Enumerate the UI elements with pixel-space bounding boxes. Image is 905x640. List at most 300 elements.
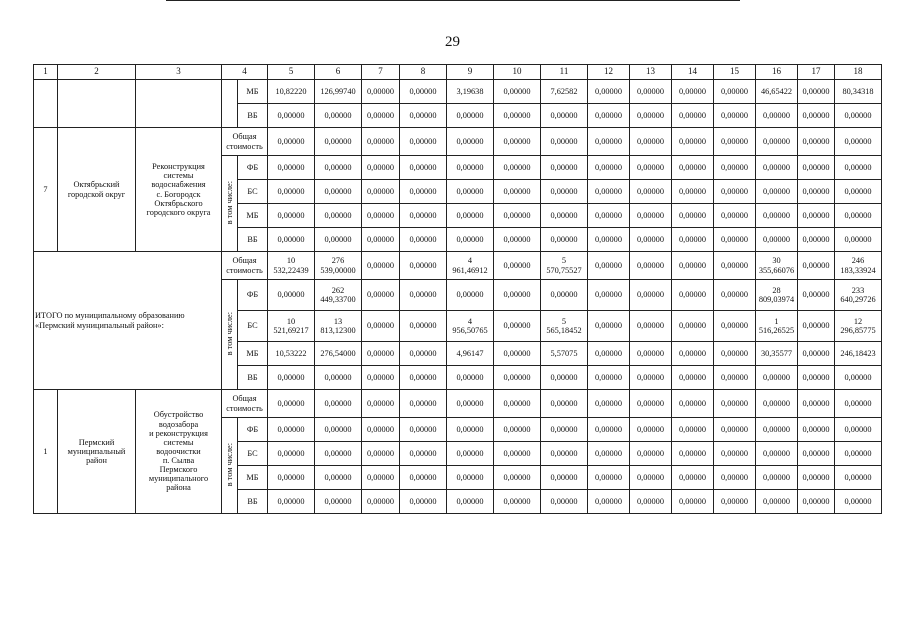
page-number: 29	[445, 34, 460, 50]
municipality-name-line: район	[86, 456, 107, 466]
project-name-line: Октябрьского	[154, 198, 203, 208]
project-name-line: водоочистки	[156, 446, 201, 456]
value-cell: 0,00000	[400, 80, 447, 104]
including-label-cell	[222, 280, 238, 390]
value-cell: 0,00000	[362, 180, 400, 204]
total-cost-label-line: стоимость	[226, 141, 263, 151]
value-cell	[835, 311, 882, 342]
value-cell: 0,00000	[714, 156, 756, 180]
value-cell	[588, 342, 630, 366]
value-cell: 0,00000	[756, 466, 798, 490]
value-cell: 0,00000	[714, 466, 756, 490]
value-cell-line: 0,00000	[503, 321, 531, 331]
total-label-line: ИТОГО по муниципальному образованию	[35, 311, 185, 321]
value-cell: 0,00000	[315, 490, 362, 514]
value-cell: 0,00000	[400, 390, 447, 418]
project-name-line: системы	[163, 171, 194, 181]
value-cell: 0,00000	[630, 466, 672, 490]
value-cell: 0,00000	[835, 128, 882, 156]
funding-type-cell: БС	[238, 180, 268, 204]
value-cell-line: 0,00000	[679, 321, 706, 331]
total-cost-label	[222, 128, 268, 156]
value-cell-line: 10	[286, 256, 296, 266]
value-cell: 0,00000	[672, 418, 714, 442]
value-cell: 0,00000	[714, 128, 756, 156]
value-cell: 0,00000	[362, 442, 400, 466]
funding-type-cell: ВБ	[238, 104, 268, 128]
value-cell: 0,00000	[541, 442, 588, 466]
value-cell: 0,00000	[447, 204, 494, 228]
value-cell: 0,00000	[588, 80, 630, 104]
value-cell	[447, 311, 494, 342]
value-cell	[494, 280, 541, 311]
column-header: 7	[362, 65, 400, 80]
municipality-name-line: муниципальный	[67, 446, 126, 456]
value-cell	[672, 252, 714, 280]
value-cell: 0,00000	[400, 156, 447, 180]
column-header: 1	[34, 65, 58, 80]
table-row	[34, 80, 882, 104]
value-cell	[362, 366, 400, 390]
value-cell: 0,00000	[541, 104, 588, 128]
value-cell-line: 276,54000	[320, 348, 356, 358]
value-cell	[362, 280, 400, 311]
value-cell: 0,00000	[447, 466, 494, 490]
value-cell: 0,00000	[541, 490, 588, 514]
value-cell: 126,99740	[315, 80, 362, 104]
value-cell-line: 0,00000	[595, 348, 622, 358]
value-cell: 0,00000	[447, 390, 494, 418]
project-name-line: района	[166, 483, 191, 493]
value-cell-line: 0,00000	[637, 290, 664, 300]
value-cell	[835, 342, 882, 366]
value-cell-line: 956,50765	[452, 326, 488, 335]
value-cell: 0,00000	[835, 180, 882, 204]
value-cell	[447, 252, 494, 280]
value-cell: 0,00000	[630, 80, 672, 104]
value-cell: 0,00000	[362, 418, 400, 442]
value-cell-line: 539,00000	[320, 265, 356, 275]
value-cell: 0,00000	[362, 204, 400, 228]
column-header: 3	[136, 65, 222, 80]
value-cell: 0,00000	[588, 128, 630, 156]
value-cell	[835, 280, 882, 311]
blank-cell	[222, 80, 238, 128]
total-cost-label-line: Общая	[232, 394, 257, 404]
value-cell-line: 28	[772, 285, 781, 295]
value-cell: 10,82220	[268, 80, 315, 104]
value-cell: 0,00000	[756, 228, 798, 252]
value-cell	[588, 366, 630, 390]
value-cell: 0,00000	[362, 228, 400, 252]
value-cell: 0,00000	[362, 466, 400, 490]
value-cell: 0,00000	[447, 128, 494, 156]
value-cell	[494, 366, 541, 390]
including-label: в том числе:	[224, 442, 234, 487]
value-cell: 0,00000	[588, 442, 630, 466]
value-cell: 0,00000	[798, 442, 835, 466]
value-cell: 0,00000	[672, 228, 714, 252]
value-cell: 0,00000	[756, 156, 798, 180]
value-cell: 0,00000	[541, 180, 588, 204]
value-cell-line: 0,00000	[409, 372, 437, 382]
value-cell: 0,00000	[714, 180, 756, 204]
value-cell-line: 813,12300	[320, 326, 356, 335]
value-cell	[315, 280, 362, 311]
value-cell: 7,62582	[541, 80, 588, 104]
value-cell: 0,00000	[714, 80, 756, 104]
value-cell	[714, 342, 756, 366]
value-cell	[630, 280, 672, 311]
municipality-name-line: городской округ	[67, 189, 126, 199]
value-cell: 0,00000	[588, 466, 630, 490]
value-cell: 0,00000	[494, 418, 541, 442]
value-cell: 0,00000	[835, 104, 882, 128]
value-cell-line: 0,00000	[409, 348, 437, 358]
value-cell: 0,00000	[798, 490, 835, 514]
value-cell: 0,00000	[400, 128, 447, 156]
value-cell-line: 570,75527	[546, 265, 582, 275]
value-cell: 0,00000	[447, 156, 494, 180]
value-cell-line: 0,00000	[277, 290, 305, 300]
value-cell-line: 0,00000	[367, 372, 394, 382]
value-cell: 0,00000	[315, 128, 362, 156]
value-cell-line: 0,00000	[721, 290, 748, 300]
value-cell: 0,00000	[835, 442, 882, 466]
value-cell: 0,00000	[672, 442, 714, 466]
value-cell: 0,00000	[447, 180, 494, 204]
funding-type-cell: МБ	[238, 342, 268, 366]
value-cell: 0,00000	[672, 390, 714, 418]
value-cell: 0,00000	[268, 228, 315, 252]
value-cell: 0,00000	[268, 466, 315, 490]
municipality-name	[58, 128, 136, 252]
value-cell: 0,00000	[714, 204, 756, 228]
value-cell	[798, 252, 835, 280]
value-cell: 0,00000	[756, 104, 798, 128]
value-cell: 0,00000	[835, 466, 882, 490]
value-cell	[315, 252, 362, 280]
value-cell: 0,00000	[268, 180, 315, 204]
value-cell: 0,00000	[494, 128, 541, 156]
value-cell	[268, 342, 315, 366]
value-cell	[268, 311, 315, 342]
value-cell-line: 0,00000	[844, 372, 872, 382]
value-cell-line: 0,00000	[503, 372, 531, 382]
value-cell-line: 13	[333, 316, 343, 326]
value-cell-line: 0,00000	[802, 348, 830, 358]
value-cell: 0,00000	[835, 390, 882, 418]
value-cell: 0,00000	[588, 418, 630, 442]
value-cell-line: 10	[286, 316, 296, 326]
value-cell: 0,00000	[630, 204, 672, 228]
value-cell: 0,00000	[672, 104, 714, 128]
project-name-line: водоснабжения	[151, 180, 206, 190]
value-cell	[362, 311, 400, 342]
value-cell: 0,00000	[315, 390, 362, 418]
funding-type-cell: МБ	[238, 80, 268, 104]
header-row	[34, 65, 882, 80]
blank-cell	[34, 80, 58, 128]
value-cell: 0,00000	[672, 204, 714, 228]
value-cell: 0,00000	[835, 204, 882, 228]
total-cost-label	[222, 390, 268, 418]
value-cell: 0,00000	[672, 466, 714, 490]
value-cell-line: 296,85775	[840, 326, 876, 335]
value-cell: 0,00000	[268, 104, 315, 128]
value-cell: 0,00000	[400, 418, 447, 442]
table-row	[34, 128, 882, 156]
value-cell-line: 0,00000	[802, 290, 830, 300]
value-cell-line: 0,00000	[679, 372, 706, 382]
including-label: в том числе:	[224, 311, 234, 356]
value-cell	[541, 252, 588, 280]
value-cell-line: 0,00000	[595, 260, 622, 270]
value-cell-line: 0,00000	[721, 348, 748, 358]
value-cell	[362, 342, 400, 366]
value-cell	[447, 280, 494, 311]
value-cell-line: 0,00000	[409, 290, 437, 300]
value-cell: 0,00000	[268, 156, 315, 180]
value-cell	[630, 342, 672, 366]
value-cell	[630, 252, 672, 280]
value-cell: 0,00000	[315, 156, 362, 180]
funding-type-cell: ВБ	[238, 490, 268, 514]
row-number: 7	[34, 128, 58, 252]
value-cell	[714, 280, 756, 311]
value-cell-line: 0,00000	[409, 260, 437, 270]
value-cell: 0,00000	[362, 490, 400, 514]
value-cell: 0,00000	[630, 104, 672, 128]
value-cell	[798, 280, 835, 311]
value-cell-line: 0,00000	[802, 372, 830, 382]
column-header: 11	[541, 65, 588, 80]
value-cell	[541, 366, 588, 390]
value-cell: 0,00000	[630, 228, 672, 252]
value-cell: 0,00000	[315, 204, 362, 228]
value-cell	[315, 311, 362, 342]
top-border-line	[166, 0, 740, 1]
value-cell	[447, 342, 494, 366]
value-cell	[835, 366, 882, 390]
value-cell-line: 5	[561, 316, 567, 326]
total-label	[34, 252, 222, 390]
value-cell-line: 0,00000	[277, 372, 305, 382]
value-cell: 0,00000	[447, 418, 494, 442]
value-cell: 0,00000	[588, 390, 630, 418]
value-cell	[268, 280, 315, 311]
value-cell: 0,00000	[494, 156, 541, 180]
value-cell: 0,00000	[541, 228, 588, 252]
value-cell-line: 233	[851, 285, 865, 295]
total-cost-label	[222, 252, 268, 280]
value-cell: 0,00000	[756, 418, 798, 442]
project-name-line: и реконструкция	[149, 428, 208, 438]
value-cell-line: 0,00000	[367, 260, 394, 270]
value-cell: 0,00000	[714, 490, 756, 514]
value-cell-line: 30,35577	[760, 348, 793, 358]
value-cell: 0,00000	[400, 466, 447, 490]
value-cell	[400, 311, 447, 342]
value-cell-line: 276	[331, 256, 345, 266]
value-cell	[798, 311, 835, 342]
value-cell-line: 0,00000	[595, 290, 622, 300]
value-cell: 0,00000	[672, 156, 714, 180]
value-cell-line: 0,00000	[721, 321, 748, 331]
value-cell-line: 516,26525	[758, 326, 795, 335]
value-cell: 0,00000	[630, 442, 672, 466]
value-cell	[835, 252, 882, 280]
value-cell	[672, 311, 714, 342]
value-cell: 0,00000	[268, 128, 315, 156]
value-cell: 0,00000	[362, 80, 400, 104]
including-label-cell	[222, 156, 238, 252]
value-cell-line: 0,00000	[637, 348, 664, 358]
value-cell-line: 809,03974	[758, 295, 795, 304]
value-cell	[315, 366, 362, 390]
table-row	[34, 390, 882, 418]
table-row	[34, 252, 882, 280]
value-cell-line: 0,00000	[456, 290, 484, 300]
value-cell: 46,65422	[756, 80, 798, 104]
value-cell: 0,00000	[630, 180, 672, 204]
value-cell-line: 0,00000	[550, 372, 578, 382]
column-header: 6	[315, 65, 362, 80]
value-cell-line: 0,00000	[367, 321, 394, 331]
column-header: 8	[400, 65, 447, 80]
value-cell: 0,00000	[494, 104, 541, 128]
value-cell-line: 0,00000	[503, 290, 531, 300]
project-name-line: Обустройство	[153, 410, 204, 420]
value-cell-line: 0,00000	[802, 321, 830, 331]
value-cell-line: 30	[772, 256, 781, 266]
value-cell: 0,00000	[268, 442, 315, 466]
project-name	[136, 128, 222, 252]
value-cell: 0,00000	[756, 204, 798, 228]
value-cell: 0,00000	[714, 104, 756, 128]
column-header: 16	[756, 65, 798, 80]
value-cell-line: 1	[774, 316, 779, 326]
value-cell: 0,00000	[714, 418, 756, 442]
value-cell: 0,00000	[588, 156, 630, 180]
value-cell-line: 640,29726	[840, 295, 876, 304]
value-cell	[315, 342, 362, 366]
column-header: 9	[447, 65, 494, 80]
value-cell: 0,00000	[798, 228, 835, 252]
value-cell	[630, 366, 672, 390]
value-cell	[756, 252, 798, 280]
value-cell	[541, 311, 588, 342]
value-cell-line: 0,00000	[456, 372, 484, 382]
value-cell: 0,00000	[672, 80, 714, 104]
value-cell: 0,00000	[835, 418, 882, 442]
value-cell	[798, 366, 835, 390]
value-cell	[756, 280, 798, 311]
value-cell: 0,00000	[541, 204, 588, 228]
value-cell: 0,00000	[588, 490, 630, 514]
value-cell	[400, 252, 447, 280]
value-cell: 0,00000	[714, 390, 756, 418]
value-cell	[756, 366, 798, 390]
value-cell: 0,00000	[400, 204, 447, 228]
value-cell: 0,00000	[362, 128, 400, 156]
value-cell: 0,00000	[494, 228, 541, 252]
value-cell: 0,00000	[798, 418, 835, 442]
value-cell: 0,00000	[672, 128, 714, 156]
value-cell: 0,00000	[315, 418, 362, 442]
project-name-line: с. Богородск	[156, 189, 201, 199]
total-cost-label-line: стоимость	[226, 403, 263, 413]
value-cell-line: 246,18423	[840, 348, 876, 358]
value-cell: 0,00000	[798, 204, 835, 228]
value-cell	[756, 311, 798, 342]
value-cell-line: 10,53222	[275, 348, 307, 358]
total-label-line: «Пермский муниципальный район»:	[35, 320, 164, 330]
budget-table	[33, 64, 882, 514]
column-header: 4	[222, 65, 268, 80]
value-cell-line: 0,00000	[595, 321, 622, 331]
row-number: 1	[34, 390, 58, 514]
value-cell	[588, 311, 630, 342]
value-cell: 0,00000	[362, 104, 400, 128]
value-cell-line: 0,00000	[550, 290, 578, 300]
value-cell-line: 0,00000	[367, 348, 394, 358]
value-cell-line: 0,00000	[763, 372, 790, 382]
project-name-line: Реконструкция	[152, 162, 205, 172]
value-cell: 3,19638	[447, 80, 494, 104]
value-cell	[714, 366, 756, 390]
value-cell-line: 4,96147	[456, 348, 484, 358]
value-cell-line: 4	[467, 256, 473, 266]
value-cell: 0,00000	[494, 466, 541, 490]
value-cell-line: 4	[467, 316, 473, 326]
value-cell: 0,00000	[798, 180, 835, 204]
value-cell: 0,00000	[588, 104, 630, 128]
value-cell-line: 449,33700	[320, 295, 356, 304]
value-cell-line: 0,00000	[503, 348, 531, 358]
value-cell: 0,00000	[362, 156, 400, 180]
value-cell: 0,00000	[541, 418, 588, 442]
column-header: 18	[835, 65, 882, 80]
value-cell	[672, 342, 714, 366]
project-name-line: п. Сылва	[162, 456, 195, 466]
value-cell: 0,00000	[541, 128, 588, 156]
value-cell: 0,00000	[835, 228, 882, 252]
value-cell: 0,00000	[315, 442, 362, 466]
value-cell: 0,00000	[494, 204, 541, 228]
value-cell: 0,00000	[835, 156, 882, 180]
value-cell: 0,00000	[315, 228, 362, 252]
project-name-line: водозабора	[158, 419, 199, 429]
total-cost-label-line: стоимость	[226, 265, 263, 275]
value-cell	[672, 366, 714, 390]
value-cell: 0,00000	[400, 490, 447, 514]
value-cell: 0,00000	[588, 204, 630, 228]
value-cell-line: 5,57075	[550, 348, 578, 358]
value-cell: 0,00000	[447, 104, 494, 128]
project-name-line: муниципального	[148, 474, 209, 484]
value-cell: 0,00000	[541, 466, 588, 490]
value-cell: 0,00000	[400, 228, 447, 252]
value-cell	[756, 342, 798, 366]
value-cell: 0,00000	[756, 180, 798, 204]
funding-type-cell: МБ	[238, 466, 268, 490]
value-cell-line: 532,22439	[273, 265, 309, 275]
value-cell-line: 0,00000	[637, 260, 664, 270]
value-cell: 0,00000	[630, 490, 672, 514]
value-cell: 0,00000	[798, 390, 835, 418]
value-cell	[714, 252, 756, 280]
